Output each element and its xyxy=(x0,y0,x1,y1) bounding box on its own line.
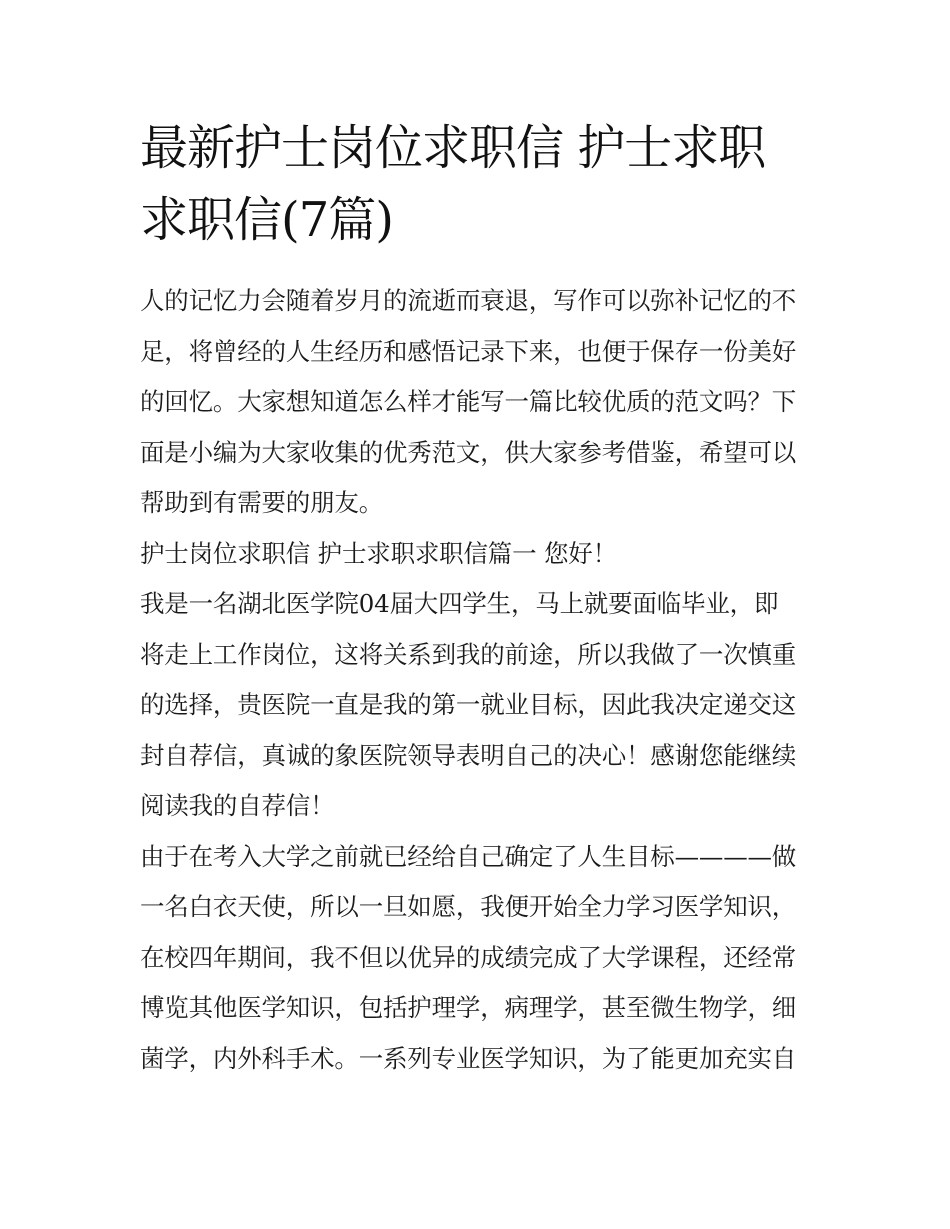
document-page xyxy=(140,112,812,1084)
text-line: 在校四年期间，我不但以优异的成绩完成了大学课程，还经常 xyxy=(140,942,797,972)
title-line: 求职信(7篇) xyxy=(140,192,393,248)
text-line: 我是一名湖北医学院04届大四学生，马上就要面临毕业，即 xyxy=(140,589,779,618)
text-line: 博览其他医学知识，包括护理学，病理学，甚至微生物学，细 xyxy=(140,993,797,1022)
body-paragraph xyxy=(140,579,812,832)
section-heading-paragraph xyxy=(140,529,812,580)
text-line: 阅读我的自荐信！ xyxy=(140,791,335,820)
text-line: 由于在考入大学之前就已经给自己确定了人生目标————做 xyxy=(140,841,797,871)
text-line: 护士岗位求职信 护士求职求职信篇一 您好！ xyxy=(140,538,617,568)
title-line: 最新护士岗位求职信 护士求职 xyxy=(140,120,766,176)
text-line: 面是小编为大家收集的优秀范文，供大家参考借鉴，希望可以 xyxy=(140,437,797,467)
text-line: 帮助到有需要的朋友。 xyxy=(140,488,383,517)
body-paragraph xyxy=(140,832,812,1085)
text-line: 人的记忆力会随着岁月的流逝而衰退，写作可以弥补记忆的不 xyxy=(140,286,797,315)
text-line: 菌学，内外科手术。一系列专业医学知识，为了能更加充实自 xyxy=(140,1043,797,1073)
text-line: 的回忆。大家想知道怎么样才能写一篇比较优质的范文吗？下 xyxy=(140,387,797,416)
text-line: 将走上工作岗位，这将关系到我的前途，所以我做了一次慎重 xyxy=(140,639,797,669)
document-title xyxy=(140,112,812,256)
text-line: 的选择，贵医院一直是我的第一就业目标，因此我决定递交这 xyxy=(140,690,797,719)
text-line: 一名白衣天使，所以一旦如愿，我便开始全力学习医学知识， xyxy=(140,892,797,921)
text-line: 封自荐信，真诚的象医院领导表明自己的决心！感谢您能继续 xyxy=(140,740,797,770)
intro-paragraph xyxy=(140,276,812,529)
text-line: 足，将曾经的人生经历和感悟记录下来，也便于保存一份美好 xyxy=(140,336,797,366)
